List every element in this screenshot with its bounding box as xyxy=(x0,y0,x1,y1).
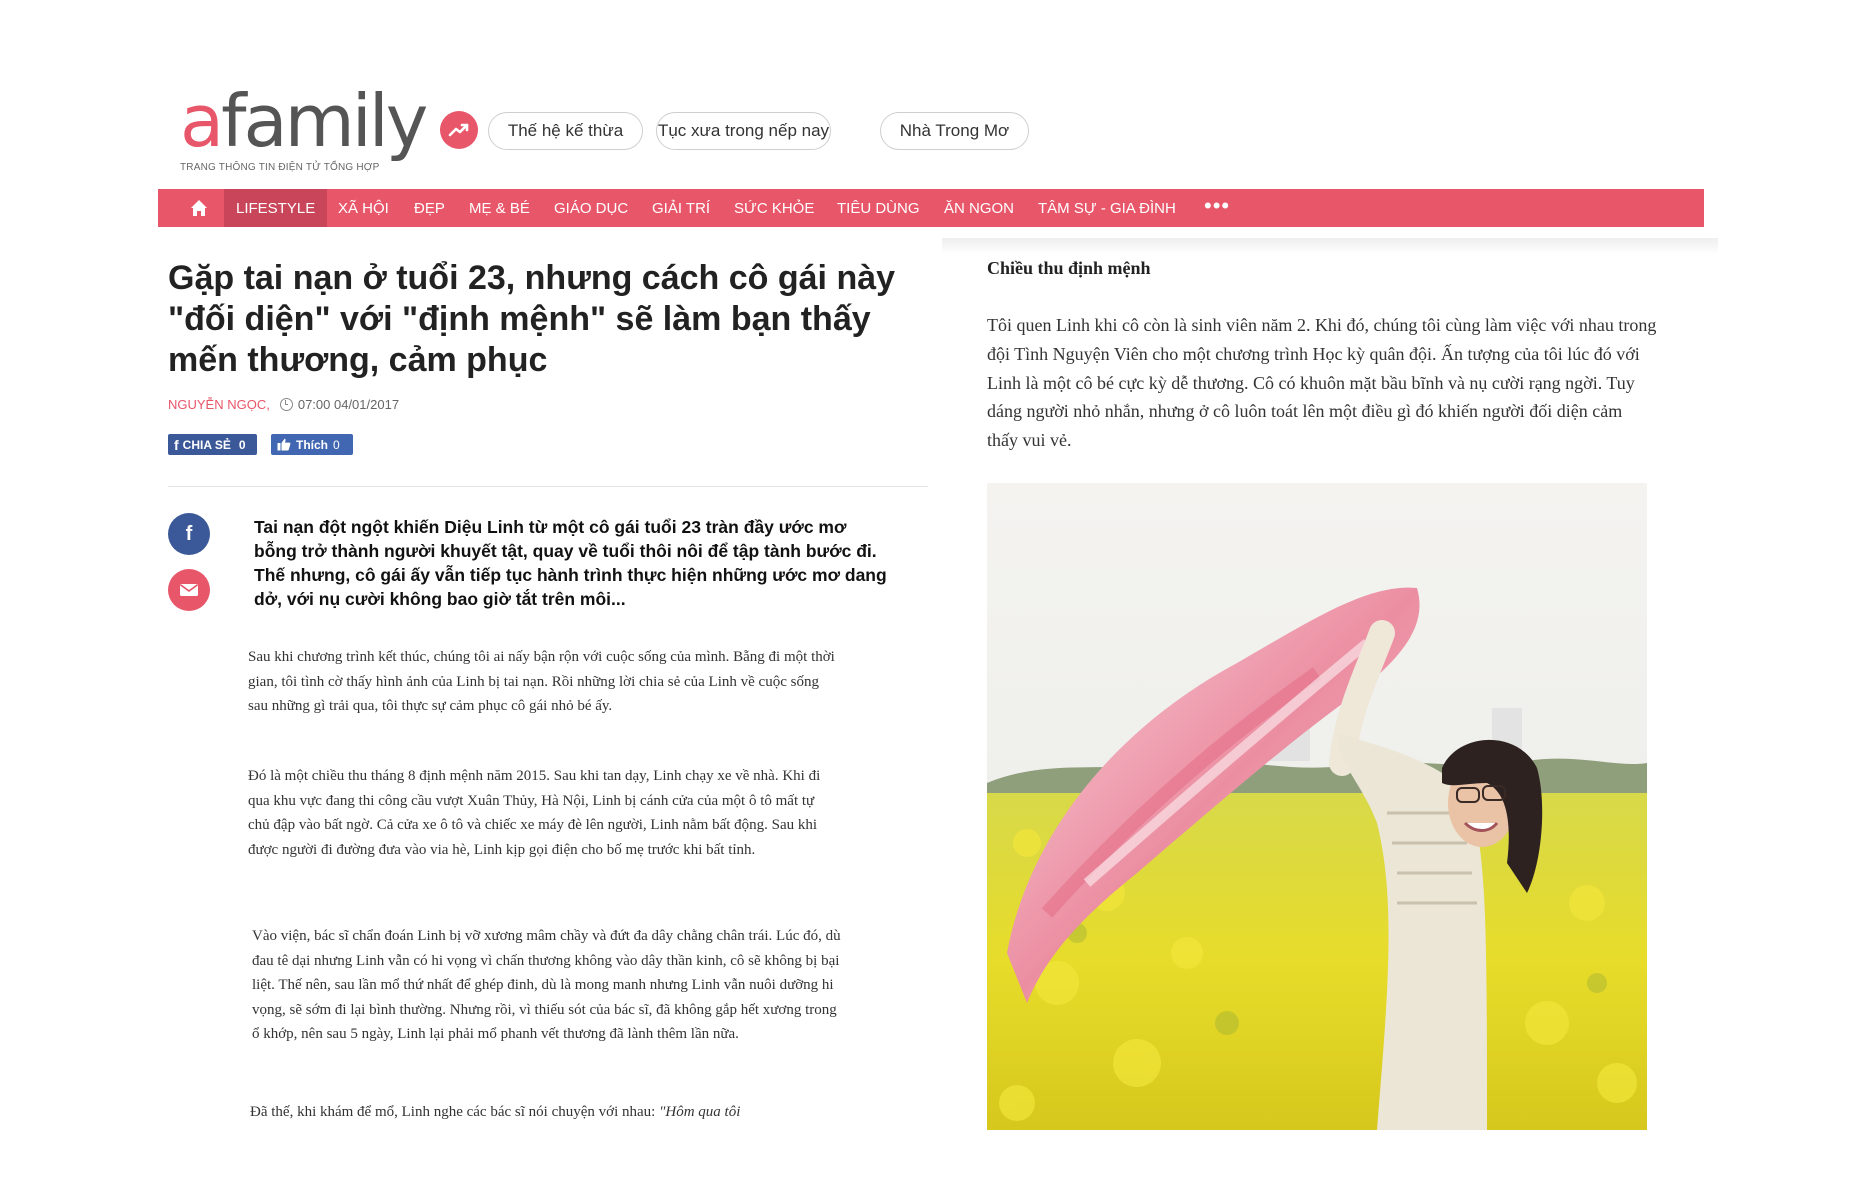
nav-item-xa-hoi[interactable]: XÃ HỘI xyxy=(338,200,389,217)
mail-share-icon[interactable] xyxy=(168,569,210,611)
clock-icon xyxy=(280,398,293,411)
trending-tag[interactable]: Nhà Trong Mơ xyxy=(880,112,1029,150)
nav-item-me-be[interactable]: MẸ & BÉ xyxy=(469,200,530,217)
afamily-logo[interactable] xyxy=(180,79,426,178)
article-author[interactable]: NGUYỄN NGỌC, xyxy=(168,397,270,412)
home-icon[interactable] xyxy=(188,197,210,219)
facebook-share-icon[interactable]: f xyxy=(168,513,210,555)
article-title: Gặp tai nạn ở tuổi 23, nhưng cách cô gái này "đối diện" với "định mệnh" sẽ làm bạn thấy mến thương, cảm phục xyxy=(168,259,896,379)
divider xyxy=(168,486,928,487)
trending-tag[interactable]: Tục xưa trong nếp nay xyxy=(656,112,831,150)
nav-item-dep[interactable]: ĐẸP xyxy=(414,200,445,217)
section-heading: Chiều thu định mệnh xyxy=(987,258,1151,278)
article-photo xyxy=(987,483,1647,1130)
logo-tagline: TRANG THÔNG TIN ĐIỆN TỬ TỔNG HỢP xyxy=(180,162,380,173)
thumbs-up-icon xyxy=(277,438,291,451)
article-sapo: Tai nạn đột ngột khiến Diệu Linh từ một cô gái tuổi 23 tràn đầy ước mơ bỗng trở thành người khuyết tật, quay về tuổi thôi nôi để tập tành bước đi. Thế nhưng, cô gái ấy vẫn tiếp tục hành trình thực hiện những ước mơ dang dở, với nụ cười không bao giờ tắt trên môi... xyxy=(254,517,887,609)
nav-item-giao-duc[interactable]: GIÁO DỤC xyxy=(554,200,629,217)
article-paragraph-clipped: Đã thế, khi khám để mổ, Linh nghe các bác sĩ nói chuyện với nhau: "Hôm qua tôi xyxy=(250,1104,741,1120)
logo-wordmark: afamily xyxy=(180,79,426,163)
nav-item-suc-khoe[interactable]: SỨC KHỎE xyxy=(734,200,815,217)
article-time: 07:00 04/01/2017 xyxy=(297,397,400,412)
main-navbar xyxy=(158,189,1704,227)
quote: "Hôm qua tôi xyxy=(659,1104,741,1120)
article-paragraph: Vào viện, bác sĩ chẩn đoán Linh bị vỡ xương mâm chầy và đứt đa dây chằng chân trái. Lúc đó, dù đau tê dại nhưng Linh vẫn có hi vọng vì chấn thương không vào dây thần kinh, cô sẽ không bị bại liệt. Thế nên, sau lần mổ thứ nhất để ghép đinh, dù là mong manh nhưng Linh vẫn nuôi dưỡng hi vọng, sẽ sớm đi lại bình thường. Nhưng rồi, vì thiếu sót của bác sĩ, đã không gắp hết xương trong ổ khớp, nên sau 5 ngày, Linh lại phải mổ phanh vết thương đã lành thêm lần nữa. xyxy=(252,928,841,1043)
nav-item-tam-su-gia-dinh[interactable]: TÂM SỰ - GIA ĐÌNH xyxy=(1038,200,1176,217)
nav-item-giai-tri[interactable]: GIẢI TRÍ xyxy=(652,200,711,217)
facebook-share-button[interactable]: f CHIA SẺ 0 xyxy=(168,434,257,455)
nav-item-an-ngon[interactable]: ĂN NGON xyxy=(944,200,1015,217)
facebook-like-button[interactable]: Thích 0 xyxy=(271,434,353,455)
article-paragraph: Đó là một chiều thu tháng 8 định mệnh năm 2015. Sau khi tan dạy, Linh chạy xe về nhà. Khi đi qua khu vực đang thi công cầu vượt Xuân Thủy, Hà Nội, Linh bị cánh cửa của một ô tô mất tự chủ đập vào bất ngờ. Cả cửa xe ô tô và chiếc xe máy đè lên người, Linh nằm bất động. Sau khi được người đi đường đưa vào via hè, Linh kịp gọi điện cho bố mẹ trước khi bất tỉnh. xyxy=(248,768,821,858)
nav-item-lifestyle[interactable]: LIFESTYLE xyxy=(224,189,327,227)
section-paragraph: Tôi quen Linh khi cô còn là sinh viên năm 2. Khi đó, chúng tôi cùng làm việc với nhau trong đội Tình Nguyện Viên cho một chương trình Học kỳ quân đội. Ấn tượng của tôi lúc đó với Linh là một cô bé cực kỳ dễ thương. Cô có khuôn mặt bầu bĩnh và nụ cười rạng ngời. Tuy dáng người nhỏ nhắn, nhưng ở cô luôn toát lên một điều gì đó khiến người đối diện cảm thấy vui vẻ. xyxy=(987,315,1657,451)
article-paragraph: Sau khi chương trình kết thúc, chúng tôi ai nấy bận rộn với cuộc sống của mình. Bẵng đi một thời gian, tôi tình cờ thấy hình ảnh của Linh bị tai nạn. Rồi những lời chia sẻ của Linh về cuộc sống sau những gì trải qua, tôi thực sự cảm phục cô gái nhỏ bé ấy. xyxy=(248,649,835,715)
nav-more-icon[interactable]: ••• xyxy=(1204,193,1231,218)
trending-tag[interactable]: Thế hệ kế thừa xyxy=(488,112,643,150)
nav-item-tieu-dung[interactable]: TIÊU DÙNG xyxy=(837,200,920,217)
article-meta xyxy=(168,397,399,412)
panel-shadow xyxy=(942,238,1718,254)
facebook-icon: f xyxy=(174,436,179,453)
trending-up-icon[interactable] xyxy=(440,111,478,149)
